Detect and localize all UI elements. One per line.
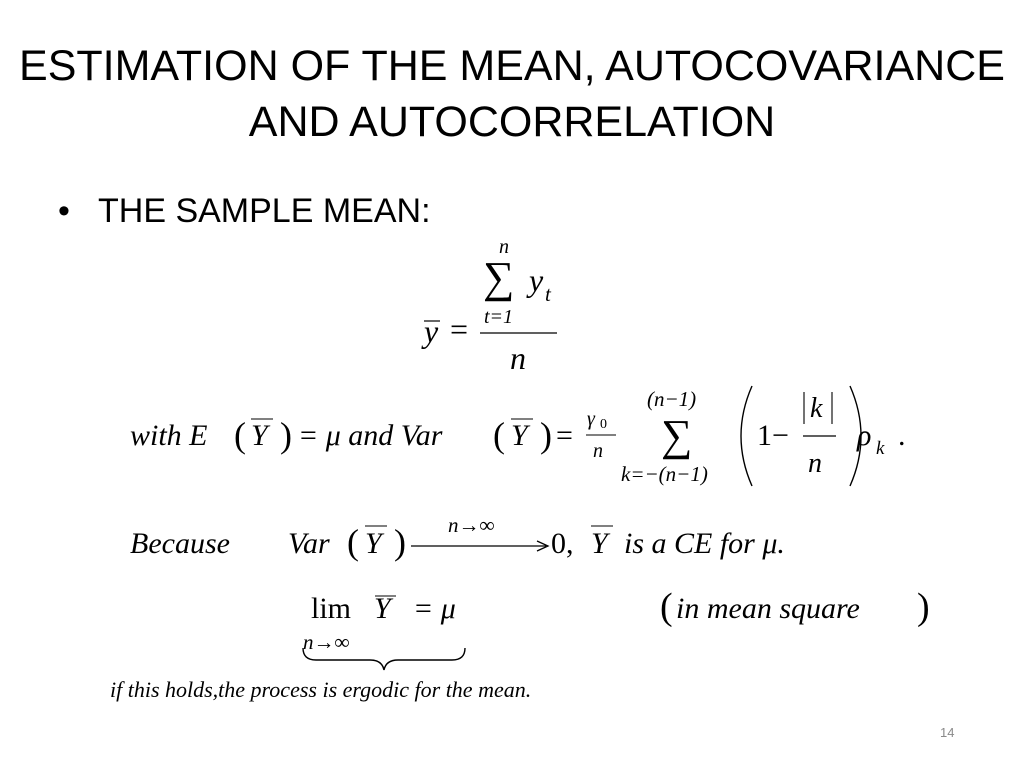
equals-sign-2: = [556, 419, 573, 452]
Y-bar-1: Y [251, 419, 268, 452]
rho-subscript: k [876, 438, 885, 459]
period: . [898, 419, 906, 452]
consistent-estimator-text: is a CE for μ. [624, 527, 785, 560]
close-paren-1: ) [280, 415, 292, 455]
sigma-icon: ∑ [483, 253, 515, 302]
gamma-subscript: 0 [600, 417, 607, 432]
slide-number: 14 [940, 725, 955, 740]
Y-bar-4: Y [591, 527, 608, 560]
summand-subscript: t [545, 282, 551, 306]
var-text: Var [288, 527, 330, 560]
close-paren-3: ) [394, 522, 406, 562]
sum-lower-limit-2: k=−(n−1) [621, 462, 708, 486]
ergodic-note: if this holds,the process is ergodic for the mean. [110, 677, 532, 702]
equals-sign: = [450, 311, 469, 347]
lim-subscript: n→∞ [303, 630, 350, 654]
sum-upper-limit-2: (n−1) [647, 387, 697, 411]
open-paren-3: ( [347, 522, 359, 562]
rho-symbol: ρ [857, 419, 872, 452]
open-paren-4: ( [660, 586, 673, 628]
denominator-n: n [510, 340, 526, 376]
close-paren-4: ) [917, 586, 930, 628]
open-paren-1: ( [234, 415, 246, 455]
zero-text: 0, [551, 527, 574, 560]
title-line-2: AND AUTOCORRELATION [248, 98, 776, 146]
because-text: Because [130, 527, 230, 560]
sum-lower-limit: t=1 [484, 306, 514, 328]
lim-text: lim [311, 592, 352, 625]
Y-bar-2: Y [511, 419, 528, 452]
gamma-symbol: γ [587, 408, 595, 430]
mean-square-text: in mean square [676, 592, 860, 625]
title-line-1: ESTIMATION OF THE MEAN, AUTOCOVARIANCE [19, 42, 1005, 90]
ybar-symbol: y [424, 313, 439, 349]
bullet-dot-icon: • [58, 192, 70, 230]
Y-bar-3: Y [365, 527, 382, 560]
close-paren-2: ) [540, 415, 552, 455]
sigma-icon-2: ∑ [661, 411, 693, 460]
n-denominator: n [808, 448, 822, 479]
arrow-label: n→∞ [448, 513, 495, 537]
summand-y: y [529, 262, 544, 298]
one-minus-text: 1− [757, 419, 789, 452]
gamma-denominator: n [593, 440, 603, 462]
k-numerator: k [810, 393, 823, 424]
sum-upper-limit: n [499, 236, 509, 258]
open-paren-2: ( [493, 415, 505, 455]
Y-bar-5: Y [374, 592, 391, 625]
equals-mu-text: = μ [413, 592, 456, 625]
with-expectation-text: with E [130, 419, 208, 452]
mean-and-var-text: = μ and Var [298, 419, 443, 452]
bullet-text: THE SAMPLE MEAN: [98, 192, 431, 230]
